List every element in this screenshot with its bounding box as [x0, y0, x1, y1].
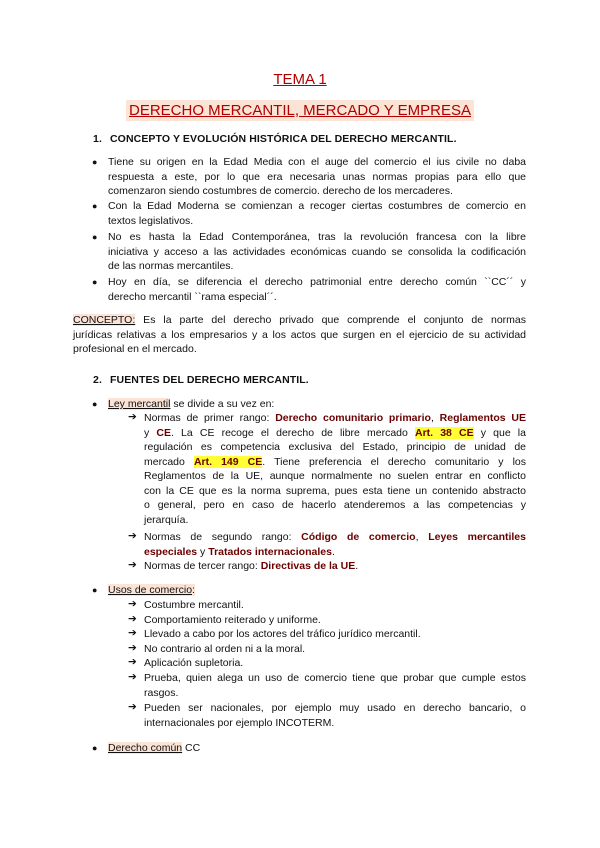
sublist-item [144, 411, 526, 527]
highlighted-article: Art. 38 CE [415, 426, 474, 439]
arrow-icon: ➔ [128, 598, 137, 610]
bold-term: Código de comercio [301, 531, 416, 543]
bold-term: especiales [144, 545, 198, 558]
list-item [108, 155, 526, 199]
sublist-line [144, 411, 526, 426]
arrow-icon: ➔ [128, 613, 137, 625]
list-item-line: iniciativa y acceso a las actividades económicas cuando se consolida la codificación [108, 245, 526, 258]
bullet-icon: ● [92, 743, 98, 753]
bullet-icon: ● [92, 277, 98, 287]
sublist-item: Aplicación supletoria. [144, 657, 244, 669]
section-1-title: CONCEPTO Y EVOLUCIÓN HISTÓRICA DEL DERECHO MERCANTIL. [110, 133, 457, 145]
sublist-line [144, 530, 526, 545]
list-item-line: comenzaron siendo costumbres de comercio. derecho de los mercaderes. [108, 185, 453, 197]
highlighted-article: Art. 149 CE [193, 455, 263, 468]
text: . [331, 545, 335, 558]
bullet-icon: ● [92, 585, 98, 595]
text: Normas de segundo rango: [144, 531, 302, 543]
sublist-item: Llevado a cabo por los actores del tráfico jurídico mercantil. [144, 628, 421, 640]
concepto-line [73, 313, 526, 328]
sublist-item [144, 701, 526, 730]
text: y [197, 545, 209, 558]
list-item [108, 230, 526, 274]
sublist-item [144, 530, 526, 559]
bold-term: Leyes mercantiles [428, 531, 526, 543]
text: y [144, 426, 157, 439]
list-item-line: respuesta a este, por lo que era necesaria unas normas propias para ello que [108, 170, 526, 183]
sublist-item [144, 559, 526, 574]
sublist-line: Prueba, quien alega un uso de comercio tiene que probar que cumple estos [144, 672, 526, 684]
concepto-line: jurídicas relativas a los empresarios y a los actos que surgen en el ejercicio de su actividad [73, 328, 526, 341]
sublist-line: rasgos. [144, 686, 179, 699]
sublist-line [144, 545, 526, 560]
usos-comercio-label: Usos de comercio [108, 584, 193, 596]
text: CC [182, 742, 201, 754]
arrow-icon: ➔ [128, 671, 137, 683]
sublist-line: jerarquía. [144, 513, 189, 526]
concepto-text: Es la parte del derecho privado que comprende el conjunto de normas [135, 314, 526, 326]
arrow-icon: ➔ [128, 559, 137, 571]
ley-mercantil-text: se divide a su vez en: [170, 398, 275, 410]
section-2-heading [93, 374, 309, 386]
bold-term: Derecho comunitario primario [275, 412, 431, 424]
arrow-icon: ➔ [128, 642, 137, 654]
ley-mercantil-item [108, 397, 528, 412]
bold-term: Tratados internacionales [208, 545, 332, 558]
arrow-icon: ➔ [128, 627, 137, 639]
list-item [108, 275, 526, 304]
derecho-comun-item [108, 741, 528, 756]
section-2-title: FUENTES DEL DERECHO MERCANTIL. [110, 374, 309, 386]
sublist-line: internacionales por ejemplo INCOTERM. [144, 716, 335, 729]
list-item-line: textos legislativos. [108, 214, 194, 227]
text: y que la [473, 426, 526, 439]
list-item-line: de las normas mercantiles. [108, 260, 234, 272]
text: . Tiene preferencia el derecho comunitario y los [262, 455, 526, 468]
text: , [415, 531, 429, 543]
text: . [355, 560, 359, 572]
list-item [108, 199, 526, 228]
derecho-comun-label: Derecho común [108, 742, 183, 754]
sublist-item [144, 671, 526, 700]
arrow-icon: ➔ [128, 411, 137, 423]
concepto-line: profesional en el mercado. [73, 343, 197, 355]
bullet-icon: ● [92, 201, 98, 211]
sublist-item: Costumbre mercantil. [144, 599, 244, 611]
text: . La CE recoge el derecho de libre mercado [170, 426, 415, 439]
section-1-heading [93, 133, 457, 145]
text: mercado [144, 455, 194, 468]
page-title: TEMA 1 [273, 71, 327, 88]
list-item-line: No es hasta la Edad Contemporánea, tras la revolución francesa con la libre [108, 231, 526, 243]
bullet-icon: ● [92, 399, 98, 409]
usos-comercio-item [108, 583, 528, 598]
bold-term: Reglamentos UE [439, 412, 526, 424]
sublist-line: o general, pero en caso de hacerlo atenderemos a las competencias y [144, 499, 526, 511]
text: Normas de tercer rango: [144, 560, 261, 572]
list-item-line: Hoy en día, se diferencia el derecho patrimonial entre derecho común ``CC´´ y [108, 276, 526, 288]
section-2-number: 2. [93, 374, 102, 386]
list-item-line: Tiene su origen en la Edad Media con el auge del comercio el ius civile no daba [108, 156, 526, 168]
sublist-line [144, 455, 526, 470]
sublist-line [144, 426, 526, 441]
list-item-line: Con la Edad Moderna se comienzan a recoger ciertas costumbres de comercio en [108, 200, 526, 212]
text: , [430, 412, 440, 424]
concepto-label: CONCEPTO: [73, 314, 136, 326]
bullet-icon: ● [92, 157, 98, 167]
text: Normas de primer rango: [144, 412, 276, 424]
sublist-item: No contrario al orden ni a la moral. [144, 643, 306, 655]
arrow-icon: ➔ [128, 656, 137, 668]
section-1-number: 1. [93, 133, 102, 145]
ley-mercantil-label: Ley mercantil [108, 398, 171, 410]
list-item-line: derecho mercantil ``rama especial´´. [108, 290, 277, 303]
page-subtitle: DERECHO MERCANTIL, MERCADO Y EMPRESA [126, 100, 474, 121]
arrow-icon: ➔ [128, 701, 137, 713]
arrow-icon: ➔ [128, 530, 137, 542]
sublist-line: Reglamentos de la UE, aunque normalmente no suelen entrar en conflicto [144, 470, 526, 482]
bullet-icon: ● [92, 232, 98, 242]
bold-term: CE [156, 426, 171, 439]
sublist-line: regulación es competencia exclusiva del Estado, principio de unidad de [144, 441, 526, 453]
sublist-line: Pueden ser nacionales, por ejemplo muy usado en derecho bancario, o [144, 702, 526, 714]
bold-term: Directivas de la UE [260, 560, 356, 572]
sublist-item: Comportamiento reiterado y uniforme. [144, 614, 321, 626]
sublist-line: con la CE que es la norma suprema, pues esta tiene un contenido abstracto [144, 484, 526, 497]
concepto-paragraph [73, 313, 526, 357]
text: : [192, 584, 195, 596]
subtitle-wrap [0, 100, 600, 121]
